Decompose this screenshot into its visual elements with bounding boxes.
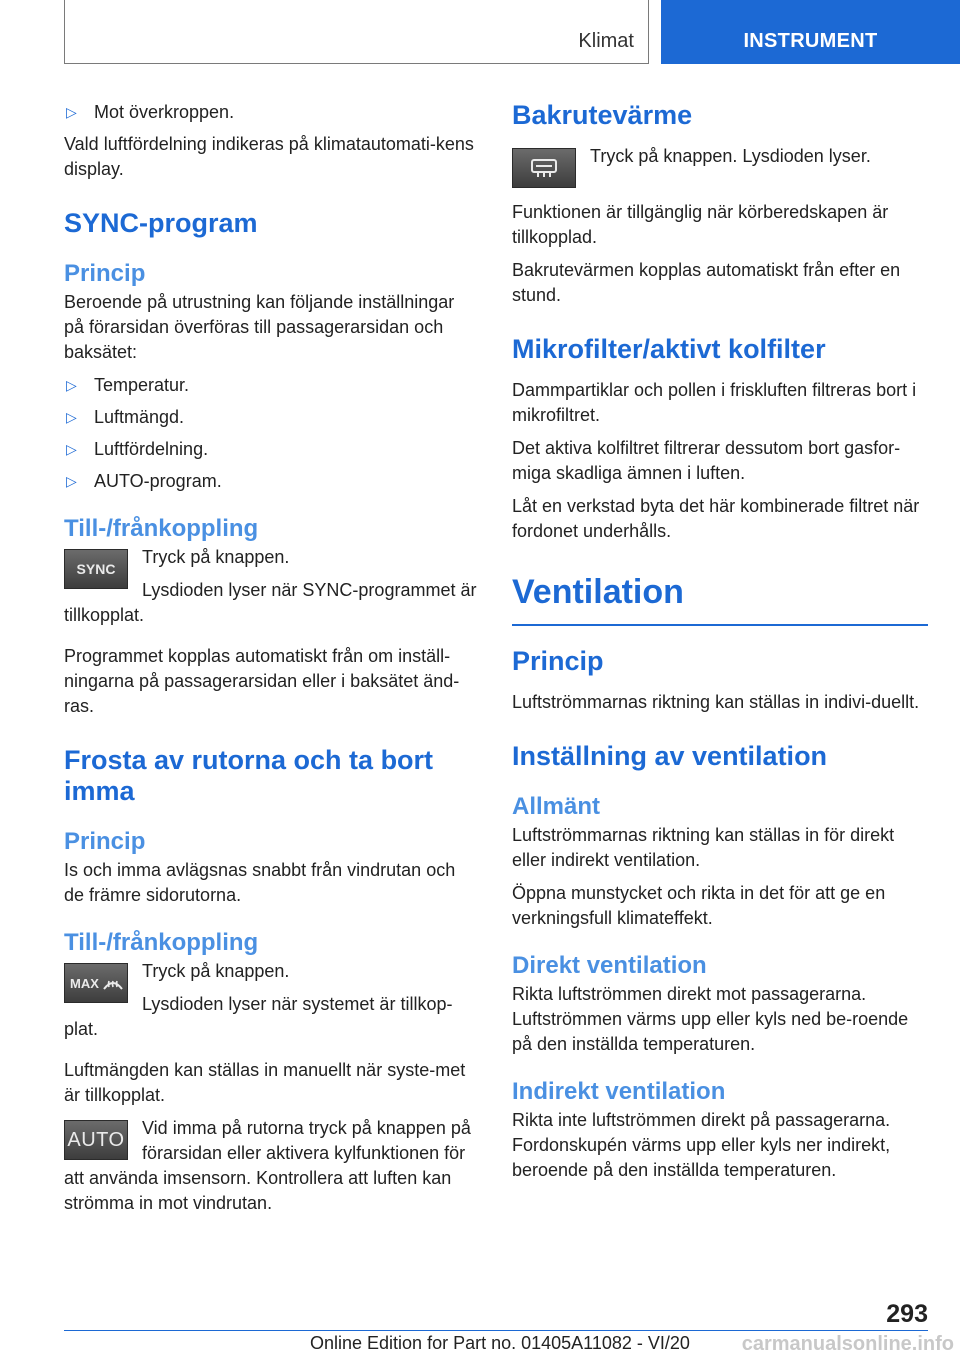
rear-heating-heading: Bakrutevärme (512, 100, 693, 130)
sync-toggle-text1: Tryck på knappen. (142, 547, 290, 567)
sync-toggle-heading: Till-/frånkoppling (64, 515, 259, 542)
indirect-ventilation-text: Rikta inte luftströmmen direkt på passagerarna. Fordonskupén värms upp eller kyls ner indirekt, beroende på den inställda temperaturen. (512, 1110, 891, 1180)
footer-edition-text: Online Edition for Part no. 01405A11082 - VI/20 (310, 1333, 690, 1353)
windshield-defrost-icon (102, 973, 124, 993)
defrost-toggle-text1: Tryck på knappen. (142, 961, 290, 981)
sync-bullet-list (64, 373, 478, 494)
max-defrost-button-icon: MAX (64, 963, 128, 1003)
left-column (64, 100, 478, 1224)
auto-text: Vid imma på rutorna tryck på knappen på förarsidan eller aktivera kylfunktionen för att använda imsensorn. Kontrollera att luften kan strömma in mot vindrutan. (64, 1118, 471, 1213)
filter-text3: Låt en verkstad byta det här kombinerade filtret när fordonet underhålls. (512, 496, 920, 541)
ventilation-general-text2: Öppna munstycket och rikta in det för att ge en verkningsfull klimateffekt. (512, 883, 886, 928)
filter-heading: Mikrofilter/aktivt kolfilter (512, 334, 826, 364)
sync-heading: SYNC-program (64, 208, 258, 238)
auto-button-icon: AUTO (64, 1120, 128, 1160)
sync-toggle-text2: Lysdioden lyser när SYNC-programmet är tillkopplat. (64, 580, 477, 625)
triangle-bullet-icon: ▷ (66, 104, 77, 120)
header-chapter-tab (661, 0, 960, 64)
ventilation-princip-heading: Princip (512, 646, 604, 676)
intro-text: Vald luftfördelning indikeras på klimatautomati-kens display. (64, 134, 474, 179)
list-item: ▷ Mot överkroppen. (64, 100, 478, 125)
page-number: 293 (886, 1300, 928, 1328)
defrost-toggle-text2: Lysdioden lyser när systemet är tillkop-plat. (64, 994, 453, 1039)
sync-toggle-text3: Programmet kopplas automatiskt från om inställ-ningarna på passagerarsidan eller i baksätet änd-ras. (64, 646, 460, 716)
direct-ventilation-text: Rikta luftströmmen direkt mot passagerarna. Luftströmmen värms upp eller kyls ned be-roende på den inställda temperaturen. (512, 984, 909, 1054)
triangle-bullet-icon: ▷ (66, 377, 77, 393)
rear-button-block (512, 144, 928, 192)
footer-divider (64, 1330, 928, 1331)
right-column (512, 100, 928, 1191)
filter-text1: Dammpartiklar och pollen i friskluften filtreras bort i mikrofiltret. (512, 380, 917, 425)
defrost-princip-heading: Princip (64, 828, 146, 855)
rear-window-heating-button-icon (512, 148, 576, 188)
rear-text1: Tryck på knappen. Lysdioden lyser. (590, 146, 871, 166)
header-chapter-label: INSTRUMENT (743, 30, 878, 52)
defrost-princip-text: Is och imma avlägsnas snabbt från vindrutan och de främre sidorutorna. (64, 860, 456, 905)
sync-button-icon: SYNC (64, 549, 128, 589)
rear-text3: Bakrutevärmen kopplas automatiskt från efter en stund. (512, 260, 901, 305)
indirect-ventilation-heading: Indirekt ventilation (512, 1078, 726, 1105)
ventilation-general-heading: Allmänt (512, 793, 601, 820)
list-item: ▷ Temperatur. (64, 373, 478, 398)
watermark: carmanualsonline.info (741, 1333, 954, 1355)
rear-window-defrost-icon (529, 157, 559, 179)
ventilation-heading: Ventilation (512, 573, 684, 611)
filter-text2: Det aktiva kolfiltret filtrerar dessutom bort gasfor-miga skadliga ämnen i luften. (512, 438, 901, 483)
direct-ventilation-heading: Direkt ventilation (512, 952, 707, 979)
sync-princip-heading: Princip (64, 260, 146, 287)
max-button-block (64, 959, 478, 1050)
list-item: ▷ AUTO-program. (64, 469, 478, 494)
intro-bullet-list (64, 100, 478, 125)
triangle-bullet-icon: ▷ (66, 409, 77, 425)
ventilation-princip-text: Luftströmmarnas riktning kan ställas in indivi-duellt. (512, 692, 920, 712)
sync-princip-text: Beroende på utrustning kan följande inställningar på förarsidan överföras till passagerarsidan och baksätet: (64, 292, 455, 362)
defrost-toggle-text3: Luftmängden kan ställas in manuellt när syste-met är tillkopplat. (64, 1060, 466, 1105)
list-item: ▷ Luftfördelning. (64, 437, 478, 462)
triangle-bullet-icon: ▷ (66, 473, 77, 489)
triangle-bullet-icon: ▷ (66, 441, 77, 457)
list-item: ▷ Luftmängd. (64, 405, 478, 430)
ventilation-setting-heading: Inställning av ventilation (512, 741, 828, 771)
header-section-tab (64, 0, 649, 64)
header-section-label: Klimat (578, 30, 634, 52)
defrost-toggle-heading: Till-/frånkoppling (64, 929, 259, 956)
sync-button-block (64, 545, 478, 636)
rear-text2: Funktionen är tillgänglig när körberedskapen är tillkopplad. (512, 202, 889, 247)
ventilation-general-text1: Luftströmmarnas riktning kan ställas in för direkt eller indirekt ventilation. (512, 825, 895, 870)
heading-divider (512, 624, 928, 626)
defrost-heading: Frosta av rutorna och ta bort imma (64, 745, 434, 806)
auto-button-block (64, 1116, 478, 1216)
